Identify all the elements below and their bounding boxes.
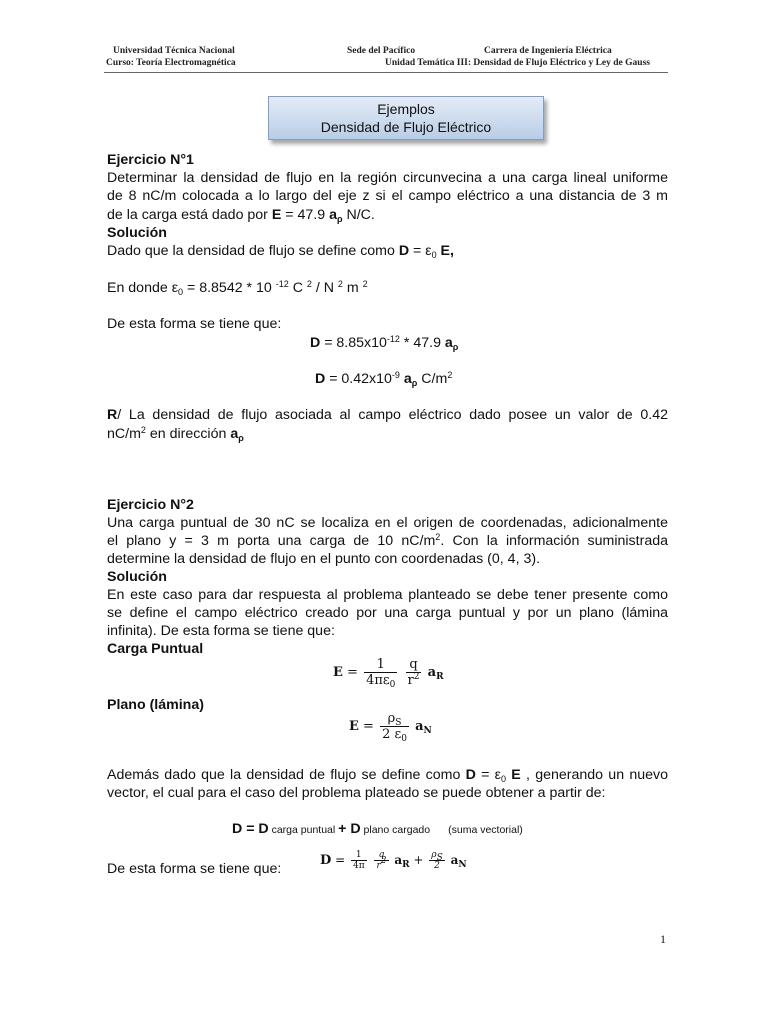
ex1-epsilon-line: En donde $\varepsilon_0 = 8.8542 * 10$ $^{-12}$ C $^2$ / N $^2$ m $^2$: [107, 279, 368, 297]
ex2-line3: determine la densidad de flujo en el punto con coordenadas (0, 4, 3).: [107, 551, 541, 567]
point-charge-label: Carga Puntual: [107, 641, 204, 657]
ex2-heading: Ejercicio N°2: [107, 497, 194, 513]
ex1-answer-line2: $nC/m^2$ en dirección $a_\rho$: [107, 425, 244, 443]
ex1-line2: de 8 nC/m colocada a lo largo del eje z si el campo eléctrico a una distancia de 3 m: [107, 188, 668, 204]
plane-label: Plano (lámina): [107, 697, 204, 713]
header-unit: Unidad Temática III: Densidad de Flujo Eléctrico y Ley de Gauss: [385, 58, 650, 68]
ex2-solution-label: Solución: [107, 569, 167, 585]
ex2-solution-line2: se define el campo eléctrico creado por una carga puntual y por un plano (lámina: [107, 605, 668, 621]
title-box: [268, 96, 544, 140]
title-line1: Ejemplos: [377, 101, 435, 117]
final-formula: D = $\frac{1}{4\pi}$ $\frac{q}{r^2}$ $a_R$ + $\frac{\rho_S}{2}$ $a_N$: [320, 850, 467, 871]
ex2-text-line2: vector, el cual para el caso del problema plateado se puede obtener a partir de:: [107, 785, 606, 801]
header-university: Universidad Técnica Nacional: [113, 46, 235, 56]
ex1-line3: de la carga está dado por E = 47.9 $a_\rho$ N/C.: [107, 207, 375, 224]
ex1-equation1: $D = 8.85x10^{-12} * 47.9$ $a_\rho$: [310, 334, 459, 352]
ex1-solution-label: Solución: [107, 225, 167, 241]
title-line2: Densidad de Flujo Eléctrico: [320, 119, 492, 135]
ex1-solution-line1: Dado que la densidad de flujo se define como $D = \varepsilon_0$ E,: [107, 243, 454, 260]
ex2-line1: Una carga puntual de 30 nC se localiza en el origen de coordenadas, adicionalmente: [107, 515, 668, 531]
plane-formula: E = $\frac{\rho_S}{2 \varepsilon_0}$ $a_N$: [349, 711, 432, 744]
point-charge-formula: E = $\frac{1}{4\pi\varepsilon_0}$ $\frac{q}{r^2}$ $a_R$: [333, 657, 444, 690]
header-course: Curso: Teoría Electromagnética: [106, 58, 236, 68]
vector-sum-line: D = D carga puntual + D plano cargado (suma vectorial): [232, 821, 523, 837]
header-seat: Sede del Pacífico: [347, 46, 416, 56]
ex2-line2: el plano y = 3 m porta una carga de 10 $nC/m^2$. Con la información suministrada: [107, 532, 668, 549]
page-number: 1: [660, 932, 666, 946]
ex1-intro-eq: De esta forma se tiene que:: [107, 316, 282, 332]
header-rule: [104, 72, 668, 73]
ex1-equation2: $D = 0.42x10^{-9}$ $a_\rho$ $C/m^2$: [315, 370, 453, 388]
header-career: Carrera de Ingeniería Eléctrica: [484, 46, 612, 56]
ex1-answer-line1: R/ La densidad de flujo asociada al campo eléctrico dado posee un valor de 0.42: [107, 407, 668, 423]
ex2-solution-line1: En este caso para dar respuesta al problema planteado se debe tener presente como: [107, 587, 668, 603]
ex1-heading: Ejercicio N°1: [107, 152, 194, 168]
ex2-text-line1: Además dado que la densidad de flujo se define como $D = \varepsilon_0$ E , generando un nuevo: [107, 767, 669, 784]
ex2-solution-line3: infinita). De esta forma se tiene que:: [107, 623, 335, 639]
final-label: De esta forma se tiene que:: [107, 861, 282, 877]
ex1-line1: Determinar la densidad de flujo en la región circunvecina a una carga lineal uniforme: [107, 170, 668, 186]
